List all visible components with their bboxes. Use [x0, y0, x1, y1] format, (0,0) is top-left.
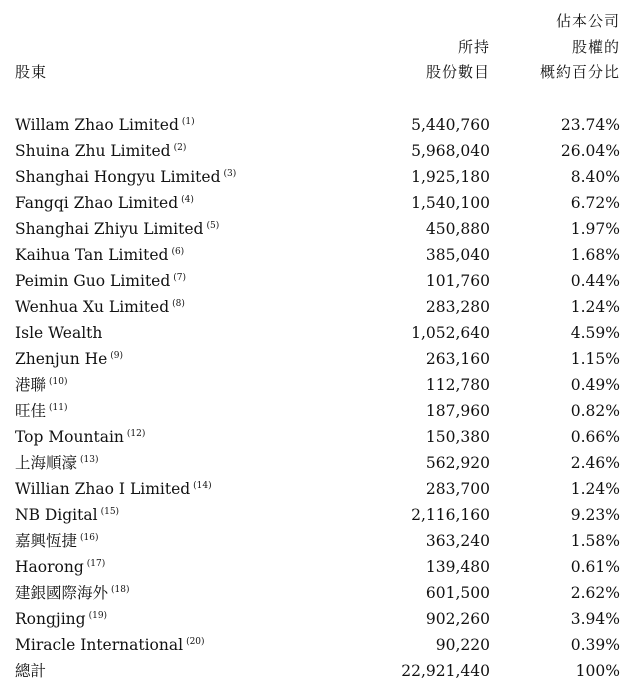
shareholding-percentage: 1.58%	[570, 532, 620, 550]
shareholder-name	[15, 609, 107, 629]
header-percentage-line-3: 概約百分比	[539, 63, 620, 81]
shareholding-percentage: 1.15%	[570, 350, 620, 368]
shareholder-name-text: Top Mountain	[15, 428, 124, 446]
shareholding-table-body	[0, 113, 631, 685]
header-shareholder: 股東	[15, 63, 48, 81]
footnote-ref: (19)	[88, 611, 108, 621]
shareholding-percentage: 9.23%	[570, 506, 620, 524]
shareholding-percentage: 1.24%	[570, 298, 620, 316]
shares-held: 1,925,180	[411, 168, 490, 186]
shareholder-name-text: Haorong	[15, 558, 84, 576]
shareholding-percentage: 26.04%	[560, 142, 620, 160]
shareholder-name-text: Kaihua Tan Limited	[15, 246, 169, 264]
table-row	[0, 191, 631, 217]
table-row	[0, 529, 631, 555]
shareholding-percentage: 0.61%	[570, 558, 620, 576]
shareholder-name-text: Wenhua Xu Limited	[15, 298, 170, 316]
table-row	[0, 165, 631, 191]
shareholder-name	[15, 193, 194, 213]
table-row	[0, 425, 631, 451]
shareholder-name-text: Peimin Guo Limited	[15, 272, 171, 290]
shareholder-name	[15, 323, 105, 343]
shares-held: 601,500	[425, 584, 490, 602]
table-row	[0, 139, 631, 165]
footnote-ref: (6)	[171, 247, 185, 257]
total-row	[0, 659, 631, 685]
shareholder-name-text: Fangqi Zhao Limited	[15, 194, 179, 212]
shares-held: 363,240	[425, 532, 490, 550]
shareholder-name	[15, 245, 184, 265]
shares-held: 90,220	[435, 636, 490, 654]
shareholder-name-text: Shanghai Zhiyu Limited	[15, 220, 204, 238]
header-percentage-line-2: 股權的	[571, 38, 620, 56]
footnote-ref: (12)	[126, 429, 146, 439]
total-label	[15, 661, 46, 681]
table-row	[0, 321, 631, 347]
footnote-ref: (10)	[49, 377, 68, 387]
shareholder-name-text: Rongjing	[15, 610, 86, 628]
shareholder-name-text: Shanghai Hongyu Limited	[15, 168, 221, 186]
shareholder-name	[15, 297, 185, 317]
footnote-ref: (13)	[80, 455, 99, 465]
table-row	[0, 477, 631, 503]
shareholder-name-text: Miracle International	[15, 636, 184, 654]
footnote-ref: (2)	[173, 143, 187, 153]
shareholding-percentage: 0.66%	[570, 428, 620, 446]
footnote-ref: (16)	[80, 533, 99, 543]
shareholding-percentage: 0.39%	[570, 636, 620, 654]
shares-held: 101,760	[425, 272, 490, 290]
shareholder-name-text: NB Digital	[15, 506, 98, 524]
shares-held: 283,280	[425, 298, 490, 316]
shareholder-name-text: Isle Wealth	[15, 324, 103, 342]
shares-held: 562,920	[425, 454, 490, 472]
shareholding-percentage: 1.97%	[570, 220, 620, 238]
footnote-ref: (9)	[110, 351, 124, 361]
shareholder-name	[15, 427, 145, 447]
shareholder-name-text: Willian Zhao I Limited	[15, 480, 191, 498]
shareholding-percentage: 8.40%	[570, 168, 620, 186]
table-row	[0, 243, 631, 269]
shares-held: 2,116,160	[411, 506, 490, 524]
table-row	[0, 607, 631, 633]
shares-held: 902,260	[425, 610, 490, 628]
shares-held: 263,160	[425, 350, 490, 368]
shareholder-name-text: Willam Zhao Limited	[15, 116, 179, 134]
shareholder-name	[15, 115, 195, 135]
shares-held: 5,440,760	[411, 116, 490, 134]
shares-held: 283,700	[425, 480, 490, 498]
shares-held: 1,052,640	[411, 324, 490, 342]
shareholder-name-text: 旺佳	[15, 402, 47, 420]
footnote-ref: (8)	[172, 299, 185, 309]
footnote-ref: (5)	[206, 221, 220, 231]
shareholding-percentage: 0.82%	[570, 402, 620, 420]
shareholding-percentage: 2.62%	[570, 584, 620, 602]
shareholder-name	[15, 401, 68, 421]
footnote-ref: (3)	[223, 169, 237, 179]
shareholder-name	[15, 583, 130, 603]
shares-held: 1,540,100	[411, 194, 490, 212]
table-row	[0, 217, 631, 243]
shareholding-percentage: 0.49%	[570, 376, 620, 394]
footnote-ref: (20)	[186, 637, 205, 647]
footnote-ref: (14)	[193, 481, 212, 491]
shareholding-percentage: 1.24%	[570, 480, 620, 498]
table-row	[0, 347, 631, 373]
footnote-ref: (1)	[181, 117, 195, 127]
table-row	[0, 451, 631, 477]
table-row	[0, 633, 631, 659]
shareholding-percentage: 1.68%	[570, 246, 620, 264]
header-shares-line-1: 所持	[457, 38, 490, 56]
shares-held: 187,960	[425, 402, 490, 420]
footnote-ref: (11)	[49, 403, 68, 413]
shareholder-name	[15, 167, 236, 187]
shareholder-name	[15, 375, 68, 395]
table-row	[0, 113, 631, 139]
table-row	[0, 373, 631, 399]
total-percentage: 100%	[575, 662, 620, 680]
footnote-ref: (18)	[111, 585, 130, 595]
shareholding-percentage: 4.59%	[570, 324, 620, 342]
shareholder-name-text: 港聯	[15, 376, 47, 394]
table-row	[0, 581, 631, 607]
table-row	[0, 503, 631, 529]
shareholder-name-text: 建銀國際海外	[15, 584, 109, 602]
shareholder-name	[15, 531, 99, 551]
shareholder-name	[15, 635, 205, 655]
shareholder-name	[15, 479, 212, 499]
shares-held: 139,480	[425, 558, 490, 576]
header-percentage-line-1: 佔本公司	[555, 12, 620, 30]
table-row	[0, 555, 631, 581]
shareholder-name-text: 總計	[15, 662, 47, 680]
shares-held: 112,780	[425, 376, 490, 394]
shareholding-percentage: 3.94%	[570, 610, 620, 628]
shareholder-name	[15, 141, 186, 161]
shareholder-name	[15, 557, 105, 577]
shareholder-name	[15, 271, 186, 291]
total-shares: 22,921,440	[401, 662, 490, 680]
footnote-ref: (17)	[86, 559, 106, 569]
shareholder-name-text: 嘉興恆捷	[15, 532, 78, 550]
shareholder-name-text: 上海順濠	[15, 454, 78, 472]
footnote-ref: (7)	[173, 273, 187, 283]
shareholding-percentage: 2.46%	[570, 454, 620, 472]
shares-held: 150,380	[425, 428, 490, 446]
shareholder-name-text: Shuina Zhu Limited	[15, 142, 171, 160]
shares-held: 450,880	[425, 220, 490, 238]
footnote-ref: (4)	[181, 195, 194, 205]
shares-held: 5,968,040	[411, 142, 490, 160]
shareholder-name	[15, 349, 123, 369]
header-shares-line-2: 股份數目	[425, 63, 490, 81]
shareholder-name	[15, 453, 99, 473]
shareholder-name	[15, 505, 119, 525]
footnote-ref: (15)	[100, 507, 120, 517]
table-row	[0, 399, 631, 425]
shares-held: 385,040	[425, 246, 490, 264]
shareholding-percentage: 6.72%	[570, 194, 620, 212]
shareholding-percentage: 0.44%	[570, 272, 620, 290]
table-row	[0, 269, 631, 295]
shareholding-percentage: 23.74%	[560, 116, 620, 134]
shareholder-name	[15, 219, 219, 239]
shareholder-name-text: Zhenjun He	[15, 350, 108, 368]
table-row	[0, 295, 631, 321]
